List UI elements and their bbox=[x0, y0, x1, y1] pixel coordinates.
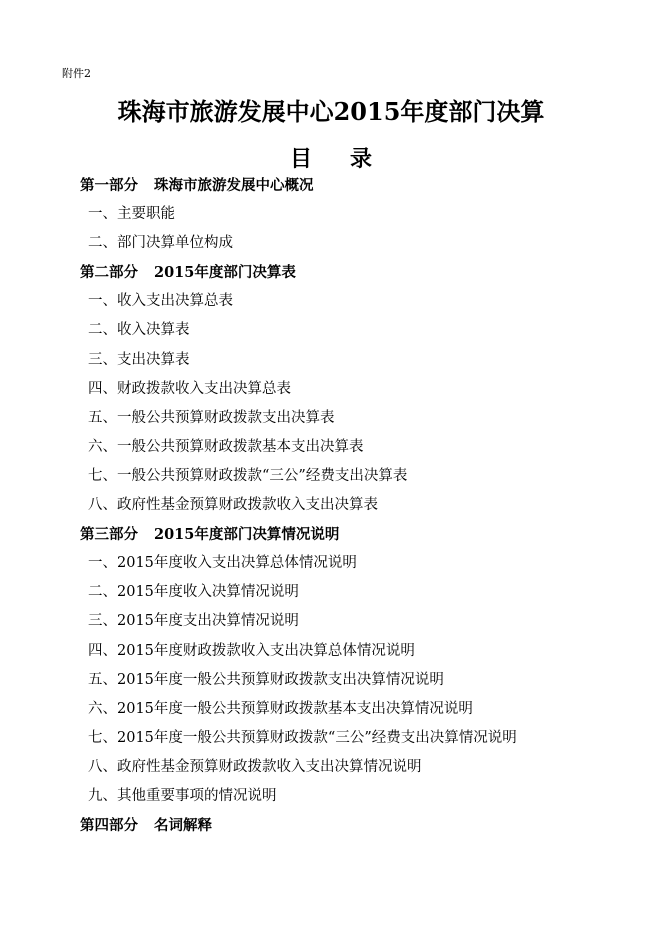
part-title: 2015年度部门决算表 bbox=[154, 264, 296, 282]
part-number: 第三部分 bbox=[80, 526, 138, 544]
toc-item: 一、收入支出决算总表 bbox=[88, 293, 233, 310]
toc-item: 七、2015年度一般公共预算财政拨款“三公”经费支出决算情况说明 bbox=[88, 729, 517, 746]
toc-item: 五、一般公共预算财政拨款支出决算表 bbox=[88, 409, 335, 426]
toc-part-1 bbox=[80, 171, 640, 200]
part-number: 第一部分 bbox=[80, 177, 138, 194]
toc-item: 五、2015年度一般公共预算财政拨款支出决算情况说明 bbox=[88, 671, 444, 688]
toc-item: 四、2015年度财政拨款收入支出决算总体情况说明 bbox=[88, 642, 415, 659]
toc-item: 一、主要职能 bbox=[88, 206, 175, 223]
toc-item: 一、2015年度收入支出决算总体情况说明 bbox=[88, 555, 357, 572]
part-number: 第二部分 bbox=[80, 264, 138, 282]
toc-item: 七、一般公共预算财政拨款“三公”经费支出决算表 bbox=[88, 467, 408, 484]
part-title: 名词解释 bbox=[154, 817, 212, 835]
toc-item: 六、一般公共预算财政拨款基本支出决算表 bbox=[88, 438, 364, 455]
toc-item: 三、支出决算表 bbox=[88, 351, 190, 368]
document-title: 珠海市旅游发展中心2015年度部门决算 bbox=[117, 97, 545, 126]
toc-part-4 bbox=[80, 811, 640, 840]
toc-item: 四、财政拨款收入支出决算总表 bbox=[88, 380, 291, 397]
attachment-label: 附件2 bbox=[62, 67, 91, 80]
toc-item: 三、2015年度支出决算情况说明 bbox=[88, 613, 299, 630]
toc-item: 二、收入决算表 bbox=[88, 322, 190, 339]
part-title: 珠海市旅游发展中心概况 bbox=[154, 177, 314, 194]
toc-item: 二、2015年度收入决算情况说明 bbox=[88, 584, 299, 601]
part-title: 2015年度部门决算情况说明 bbox=[154, 526, 340, 544]
toc-heading: 目录 bbox=[289, 146, 410, 172]
toc-item: 八、政府性基金预算财政拨款收入支出决算情况说明 bbox=[88, 758, 422, 775]
toc-part-3 bbox=[80, 520, 640, 549]
toc-part-2 bbox=[80, 258, 640, 287]
toc-item: 二、部门决算单位构成 bbox=[88, 235, 233, 252]
toc-item: 六、2015年度一般公共预算财政拨款基本支出决算情况说明 bbox=[88, 700, 473, 717]
table-of-contents bbox=[80, 171, 640, 840]
toc-item: 八、政府性基金预算财政拨款收入支出决算表 bbox=[88, 497, 378, 514]
part-number: 第四部分 bbox=[80, 817, 138, 835]
toc-item: 九、其他重要事项的情况说明 bbox=[88, 787, 277, 804]
